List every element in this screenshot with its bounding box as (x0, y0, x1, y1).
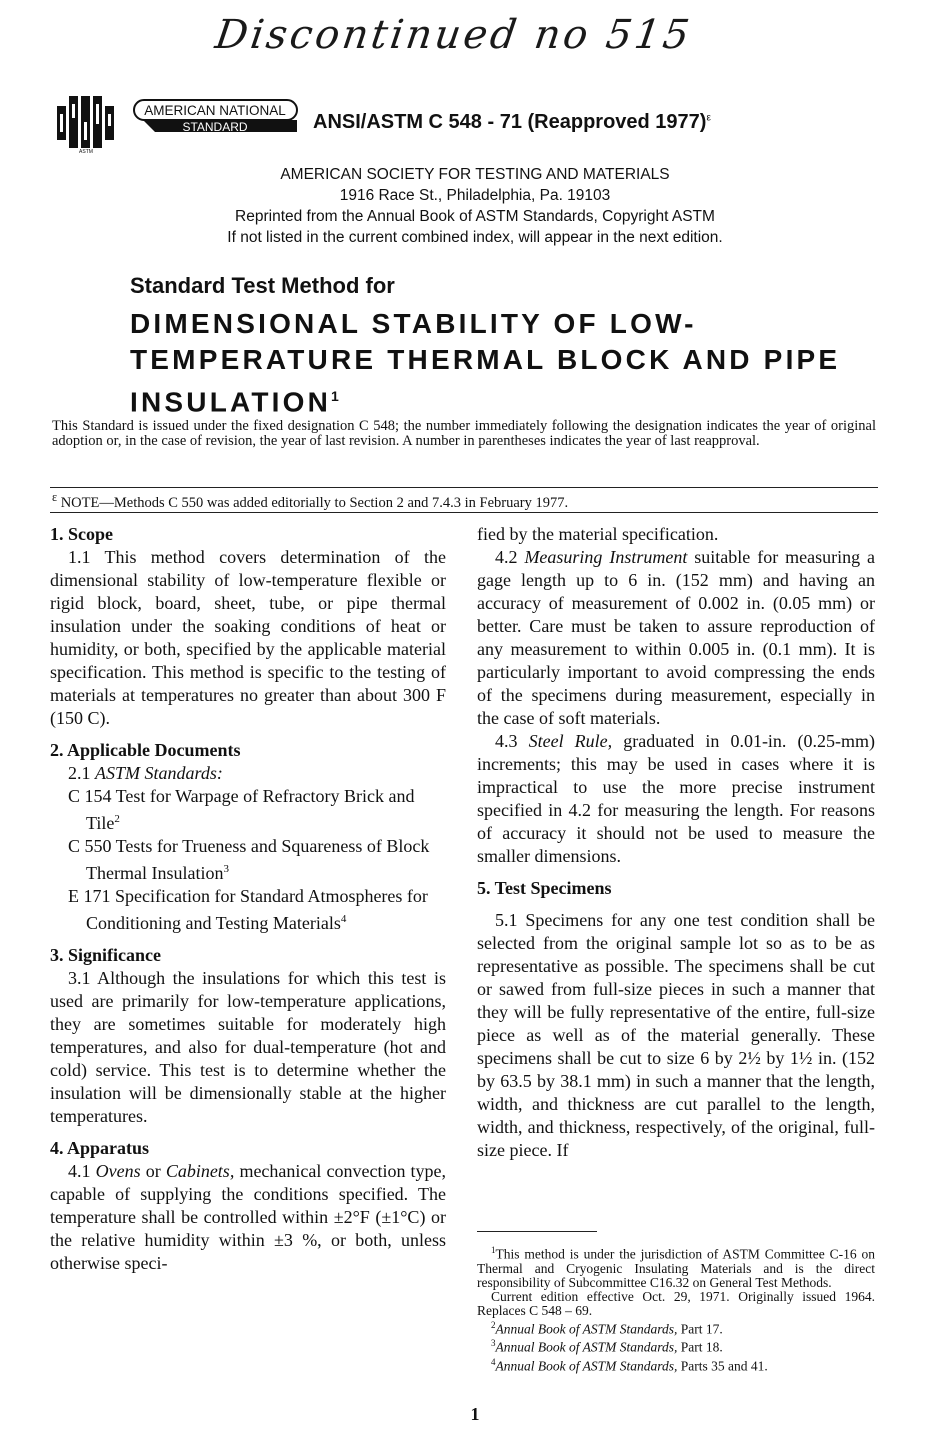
note-text: NOTE—Methods C 550 was added editorially to Section 2 and 7.4.3 in February 1977. (60, 494, 569, 511)
publisher-block (0, 164, 950, 248)
reference-c550 (50, 835, 446, 885)
section-heading-apparatus: 4. Apparatus (50, 1138, 150, 1158)
paragraph-number: 4.2 (495, 547, 518, 567)
paragraph-text: suitable for measuring a gage length up to 6 in. (152 mm) and having an accuracy of measurement of 0.002 in. (0.05 mm) or better. Care must be taken to assure reproduction of any measurement to within 0.005 in. (0.1 mm). It is particularly important to avoid compressing the ends of the specimens during measurement, especially in the case of soft materials. (477, 547, 876, 728)
paragraph-5-1: 5.1 Specimens for any one test condition shall be selected from the original sample lot so as to be as representative as possible. The specimens shall be cut or sawed from full-size pieces in such a manner that they will be fully representative of the entire, full-size piece as well as of the material generally. These specimens shall be cut to size 6 by 2½ by 1½ in. (152 by 63.5 by 38.1 mm) in such a manner that the length, width, and thickness are cut parallel to the length, width, and thickness, respectively, of the original, full-size piece. If (477, 910, 875, 1160)
section-heading-significance: 3. Significance (50, 945, 161, 965)
designation-mark: ε (706, 112, 711, 124)
footnote-2 (477, 1318, 875, 1337)
footnote-mark: 3 (223, 863, 229, 875)
section-heading-documents: 2. Applicable Documents (50, 740, 241, 760)
handwritten-annotation: Discontinued no 515 (212, 12, 695, 58)
paragraph-text: mechanical convection type, capable of supplying the conditions specified. The temperature shall be controlled within ±2°F (±1°C) or the relative humidity within ±3 %, or both, unless otherwise speci- (50, 1161, 447, 1273)
issuance-statement: This Standard is issued under the fixed designation C 548; the number immediately following the designation indicates the year of original adoption or, in the case of revision, the year of last revision. A number in parentheses indicates the year of last reapproval. (52, 418, 876, 449)
footnote-rule (477, 1231, 597, 1232)
editorial-note (52, 490, 568, 512)
footnote-mark: 1 (491, 1245, 496, 1255)
paragraph-4-1 (50, 1160, 446, 1275)
reference-text: C 550 Tests for Trueness and Squareness of Block Thermal Insulation (68, 836, 430, 883)
publisher-address: 1916 Race St., Philadelphia, Pa. 19103 (339, 187, 611, 204)
footnote-mark: 2 (491, 1319, 496, 1330)
paragraph-2-1 (50, 762, 446, 785)
astm-logo (55, 92, 117, 154)
reference-c154 (50, 785, 446, 835)
footnote-1-edition: Current edition effective Oct. 29, 1971. Originally issued 1964. Replaces C 548 – 69. (477, 1288, 875, 1318)
footnote-mark: 4 (491, 1356, 496, 1367)
footnote-mark: 4 (340, 913, 347, 925)
title-footnote-mark: 1 (331, 388, 339, 404)
reference-e171 (50, 885, 446, 935)
paragraph-text: graduated in 0.01-in. (0.25-mm) increments; this may be used in cases where it is impractical to use the more precise instrument specified in 4.2 for measuring the length. For reasons of accuracy it should not be used to measure the smaller dimensions. (477, 731, 876, 866)
footnote-title: Annual Book of ASTM Standards, (495, 1358, 678, 1373)
paragraph-3-1: 3.1 Although the insulations for which this test is used are primarily for low-temperature applications, they are sometimes suitable for moderately high temperatures, and also for dual-temperature (hot and cold) service. This test is to determine whether the insulation will be dimensionally stable at the higher temperatures. (50, 968, 446, 1126)
footnote-mark: 3 (491, 1338, 496, 1348)
term-steel-rule: Steel Rule, (528, 731, 613, 751)
subheading-astm-standards: ASTM Standards: (95, 763, 223, 783)
reprint-notice: Reprinted from the Annual Book of ASTM Standards, Copyright ASTM (235, 208, 715, 225)
main-title (130, 306, 910, 420)
paragraph-4-3 (477, 730, 875, 868)
note-mark: ε (52, 490, 58, 504)
conjunction: or (145, 1161, 161, 1181)
term-measuring-instrument: Measuring Instrument (524, 547, 688, 567)
footnote-title: Annual Book of ASTM Standards, (495, 1321, 678, 1336)
publisher-name: AMERICAN SOCIETY FOR TESTING AND MATERIALS (280, 166, 670, 183)
footnote-part: Part 18. (680, 1339, 723, 1355)
ans-badge-line1: AMERICAN NATIONAL (144, 103, 286, 118)
term-cabinets: Cabinets, (165, 1161, 235, 1181)
footnote-title: Annual Book of ASTM Standards, (495, 1339, 678, 1355)
footnote-part: Part 17. (680, 1321, 723, 1336)
footnote-mark: 2 (114, 813, 120, 825)
ans-badge (133, 99, 298, 133)
footnote-1 (477, 1243, 875, 1290)
footnote-text: This method is under the jurisdiction of ASTM Committee C-16 on Thermal and Cryogenic Insulating Materials and is the direct responsibility of Subcommittee C16.32 on General Test Methods. (477, 1246, 875, 1290)
index-notice: If not listed in the current combined index, will appear in the next edition. (227, 229, 723, 246)
ans-badge-line2: STANDARD (182, 120, 248, 133)
paragraph-number: 2.1 (68, 763, 91, 783)
paragraph-4-1-continued: fied by the material specification. (477, 524, 719, 544)
footnote-part: Parts 35 and 41. (680, 1358, 768, 1373)
footnotes (477, 1243, 875, 1373)
paragraph-number: 4.1 (68, 1161, 91, 1181)
note-rule-top (50, 487, 878, 488)
note-rule-bottom (50, 512, 878, 513)
section-heading-test-specimens: 5. Test Specimens (477, 878, 612, 898)
designation-text: ANSI/ASTM C 548 - 71 (Reapproved 1977) (313, 111, 707, 133)
footnote-3 (477, 1336, 875, 1355)
designation (313, 111, 711, 134)
reference-text: C 154 Test for Warpage of Refractory Brick and Tile (68, 786, 415, 833)
section-heading-scope: 1. Scope (50, 524, 113, 544)
main-title-text: DIMENSIONAL STABILITY OF LOW-TEMPERATURE THERMAL BLOCK AND PIPE INSULATION (130, 308, 841, 418)
footnote-4 (477, 1355, 875, 1374)
right-column (477, 523, 875, 1162)
astm-logo-text: ASTM (79, 149, 93, 154)
page-number: 1 (470, 1404, 480, 1424)
standard-label: Standard Test Method for (130, 273, 395, 298)
paragraph-4-2 (477, 546, 875, 730)
paragraph-1-1: 1.1 This method covers determination of the dimensional stability of low-temperature flexible or rigid block, board, sheet, tube, or pipe thermal insulation under the soaking conditions of heat or humidity, or both, specified by the applicable material specification. This method is specific to the testing of materials at temperatures no greater than about 300 F (150 C). (50, 547, 446, 728)
term-ovens: Ovens (95, 1161, 141, 1181)
reference-text: E 171 Specification for Standard Atmospheres for Conditioning and Testing Materials (68, 886, 428, 933)
left-column (50, 523, 446, 1275)
paragraph-number: 4.3 (495, 731, 518, 751)
